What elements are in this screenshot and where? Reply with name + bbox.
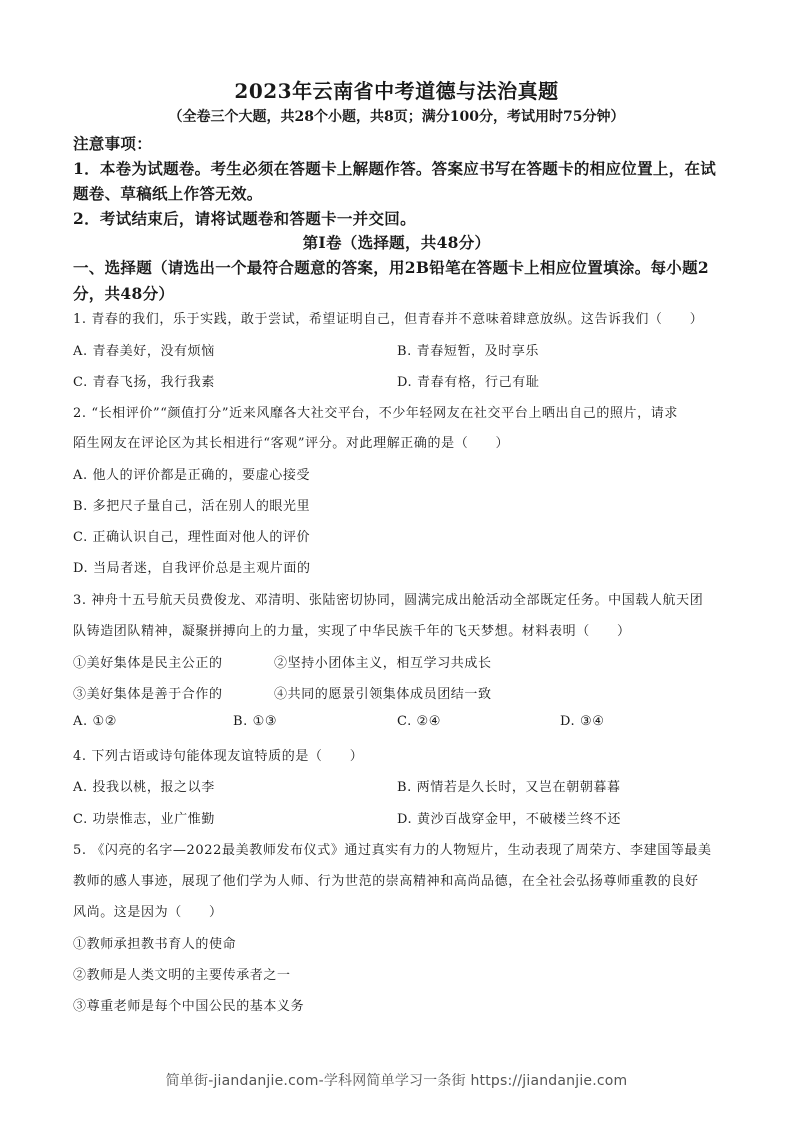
question-5-statement-1: ①教师承担教书育人的使命	[73, 937, 237, 952]
notice-item-2: 2．考试结束后，请将试题卷和答题卡一并交回。	[73, 209, 416, 228]
question-5-stem: 5. 《闪亮的名字—2022最美教师发布仪式》通过真实有力的人物短片，生动表现了周荣方、李建国等最美	[73, 843, 712, 858]
question-4-stem: 4. 下列古语或诗句能体现友谊特质的是（ ）	[73, 749, 364, 764]
question-5-stem-cont-2: 风尚。这是因为（ ）	[73, 905, 223, 920]
question-2-option-a: A. 他人的评价都是正确的，要虚心接受	[73, 468, 311, 483]
question-1-option-d: D. 青春有格，行己有耻	[397, 375, 540, 390]
question-4-option-d: D. 黄沙百战穿金甲，不破楼兰终不还	[397, 812, 622, 827]
part1-heading: 第Ⅰ卷（选择题，共48分）	[302, 233, 491, 252]
section-heading-cont: 分，共48分）	[73, 284, 175, 303]
question-3-option-d: D. ③④	[560, 714, 605, 729]
question-2-stem-cont: 陌生网友在评论区为其长相进行“客观”评分。对此理解正确的是（ ）	[73, 436, 510, 451]
question-3-statement-1: ①美好集体是民主公正的	[73, 656, 223, 671]
question-1-option-c: C. 青春飞扬，我行我素	[73, 375, 215, 390]
watermark-footer: 简单街-jiandanjie.com-学科网简单学习一条街 https://jiandanjie.com	[165, 1073, 628, 1089]
question-4-option-a: A. 投我以桃，报之以李	[73, 780, 215, 795]
question-5-statement-3: ③尊重老师是每个中国公民的基本义务	[73, 999, 305, 1014]
question-5-stem-cont: 教师的感人事迹，展现了他们学为人师、行为世范的崇高精神和高尚品德，在全社会弘扬尊师重教的良好	[73, 874, 699, 889]
question-3-stem-cont: 队铸造团队精神，凝聚拼搏向上的力量，实现了中华民族千年的飞天梦想。材料表明（ ）	[73, 624, 631, 639]
page-title: 2023年云南省中考道德与法治真题	[234, 79, 559, 103]
question-3-option-b: B. ①③	[233, 714, 278, 729]
question-3-option-c: C. ②④	[397, 714, 442, 729]
question-3-statement-3: ③美好集体是善于合作的	[73, 687, 223, 702]
notice-item-1-cont: 题卷、草稿纸上作答无效。	[73, 184, 263, 203]
question-2-option-b: B. 多把尺子量自己，活在别人的眼光里	[73, 499, 311, 514]
question-5-statement-2: ②教师是人类文明的主要传承者之一	[73, 968, 291, 983]
question-3-statement-2: ②坚持小团体主义，相互学习共成长	[274, 656, 492, 671]
question-2-stem: 2. “长相评价”“颜值打分”近来风靡各大社交平台，不少年轻网友在社交平台上晒出自己的照片，请求	[73, 406, 678, 421]
question-1-option-b: B. 青春短暂，及时享乐	[397, 344, 540, 359]
question-1-stem: 1. 青春的我们，乐于实践，敢于尝试，希望证明自己，但青春并不意味着肆意放纵。这告诉我们（ ）	[73, 312, 704, 327]
question-1-option-a: A. 青春美好，没有烦恼	[73, 344, 215, 359]
exam-info: （全卷三个大题，共28个小题，共8页；满分100分，考试用时75分钟）	[168, 109, 625, 125]
question-4-option-b: B. 两情若是久长时，又岂在朝朝暮暮	[397, 780, 621, 795]
question-3-option-a: A. ①②	[73, 714, 117, 729]
question-4-option-c: C. 功崇惟志，业广惟勤	[73, 812, 215, 827]
question-3-statement-4: ④共同的愿景引领集体成员团结一致	[274, 687, 492, 702]
notice-heading: 注意事项：	[73, 134, 153, 153]
question-3-stem: 3. 神舟十五号航天员费俊龙、邓清明、张陆密切协同，圆满完成出舱活动全部既定任务。中国载人航天团	[73, 593, 704, 608]
section-heading: 一、选择题（请选出一个最符合题意的答案，用2B铅笔在答题卡上相应位置填涂。每小题2	[73, 258, 709, 277]
notice-item-1: 1．本卷为试题卷。考生必须在答题卡上解题作答。答案应书写在答题卡的相应位置上，在试	[73, 159, 717, 178]
question-2-option-d: D. 当局者迷，自我评价总是主观片面的	[73, 561, 311, 576]
question-2-option-c: C. 正确认识自己，理性面对他人的评价	[73, 530, 311, 545]
